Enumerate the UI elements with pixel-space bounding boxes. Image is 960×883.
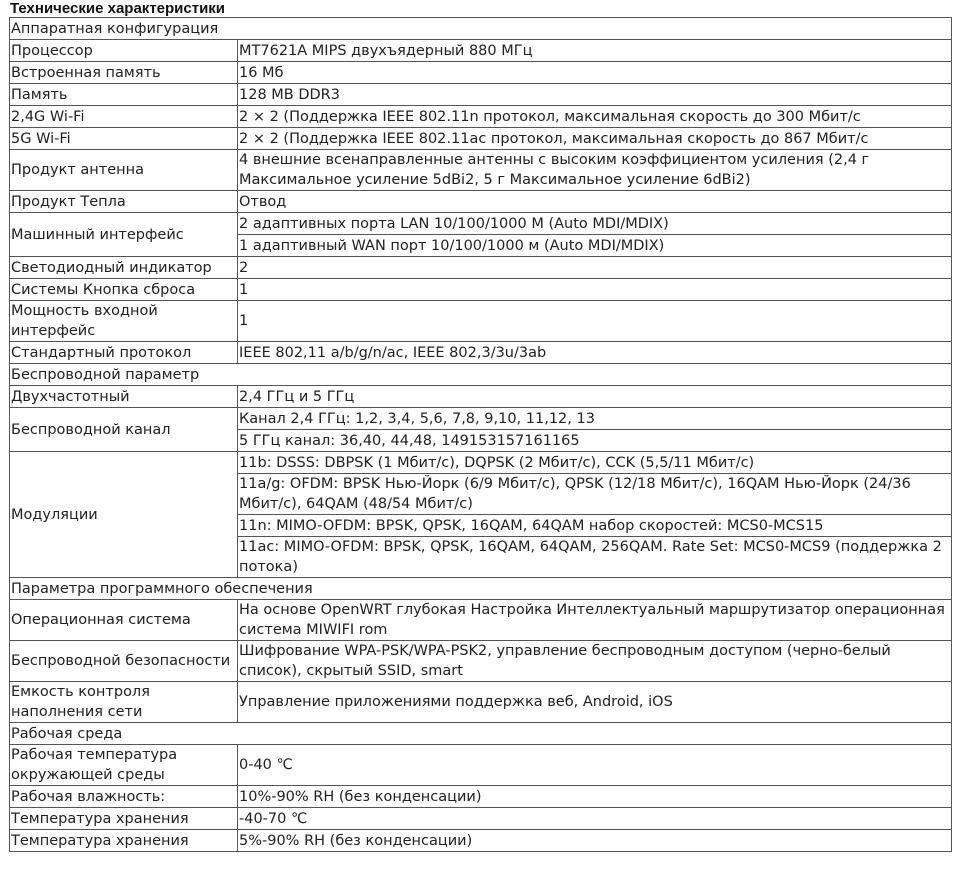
table-row: [10, 40, 952, 62]
table-row: [10, 682, 952, 723]
table-row: [10, 830, 952, 852]
spec-label: Беспроводной безопасности: [10, 641, 238, 682]
table-row: [10, 301, 952, 342]
spec-value: 0-40 ℃: [238, 745, 952, 786]
table-row: [10, 786, 952, 808]
spec-value: 10%-90% RH (без конденсации): [238, 786, 952, 808]
spec-value: Канал 2,4 ГГц: 1,2, 3,4, 5,6, 7,8, 9,10, 11,12, 13: [238, 408, 952, 430]
spec-label: Рабочая влажность:: [10, 786, 238, 808]
table-row: [10, 213, 952, 235]
table-row: [10, 745, 952, 786]
table-row: [10, 808, 952, 830]
section-heading: Рабочая среда: [10, 723, 952, 745]
spec-label: Встроенная память: [10, 62, 238, 84]
spec-label: 2,4G Wi-Fi: [10, 106, 238, 128]
spec-table: [9, 17, 952, 852]
section-heading: Беспроводной параметр: [10, 364, 952, 386]
spec-value: 2 адаптивных порта LAN 10/100/1000 М (Auto MDI/MDIX): [238, 213, 952, 235]
spec-label: Модуляции: [10, 452, 238, 578]
table-row: [10, 600, 952, 641]
section-row: [10, 723, 952, 745]
spec-value: IEEE 802,11 a/b/g/n/ac, IEEE 802,3/3u/3ab: [238, 342, 952, 364]
spec-value: 11b: DSSS: DBPSK (1 Мбит/с), DQPSK (2 Мбит/с), CCK (5,5/11 Мбит/с): [238, 452, 952, 474]
spec-label: 5G Wi-Fi: [10, 128, 238, 150]
page-title: Технические характеристики: [10, 0, 226, 17]
spec-value: 11a/g: OFDM: BPSK Нью-Йорк (6/9 Мбит/с), QPSK (12/18 Мбит/с), 16QAM Нью-Йорк (24/36 Мбит/с), 64QAM (48/54 Мбит/с): [238, 474, 952, 515]
spec-label: Беспроводной канал: [10, 408, 238, 452]
section-heading: Параметра программного обеспечения: [10, 578, 952, 600]
table-row: [10, 191, 952, 213]
spec-value: 1: [238, 301, 952, 342]
spec-label: Память: [10, 84, 238, 106]
spec-label: Рабочая температура окружающей среды: [10, 745, 238, 786]
spec-label: Стандартный протокол: [10, 342, 238, 364]
spec-value: Управление приложениями поддержка веб, Android, iOS: [238, 682, 952, 723]
spec-value: Шифрование WPA-PSK/WPA-PSK2, управление беспроводным доступом (черно-белый список), скрытый SSID, smart: [238, 641, 952, 682]
spec-label: Светодиодный индикатор: [10, 257, 238, 279]
spec-value: 2: [238, 257, 952, 279]
spec-label: Машинный интерфейс: [10, 213, 238, 257]
spec-value: 4 внешние всенаправленные антенны с высоким коэффициентом усиления (2,4 г Максимальное усиление 5dBi2, 5 г Максимальное усиление 6dBi2): [238, 150, 952, 191]
spec-value: Отвод: [238, 191, 952, 213]
spec-value: 128 MB DDR3: [238, 84, 952, 106]
table-row: [10, 128, 952, 150]
spec-label: Системы Кнопка сброса: [10, 279, 238, 301]
table-row: [10, 84, 952, 106]
spec-label: Емкость контроля наполнения сети: [10, 682, 238, 723]
table-row: [10, 342, 952, 364]
spec-label: Двухчастотный: [10, 386, 238, 408]
spec-label: Процессор: [10, 40, 238, 62]
spec-value: 2 × 2 (Поддержка IEEE 802.11ac протокол, максимальная скорость до 867 Мбит/с: [238, 128, 952, 150]
table-row: [10, 150, 952, 191]
spec-label: Продукт антенна: [10, 150, 238, 191]
spec-value: 1 адаптивный WAN порт 10/100/1000 м (Auto MDI/MDIX): [238, 235, 952, 257]
spec-value: 16 Мб: [238, 62, 952, 84]
spec-value: 5 ГГц канал: 36,40, 44,48, 149153157161165: [238, 430, 952, 452]
spec-value: 2 × 2 (Поддержка IEEE 802.11n протокол, максимальная скорость до 300 Мбит/с: [238, 106, 952, 128]
section-row: [10, 578, 952, 600]
table-row: [10, 386, 952, 408]
spec-value: 11ac: MIMO-OFDM: BPSK, QPSK, 16QAM, 64QAM, 256QAM. Rate Set: MCS0-MCS9 (поддержка 2 потока): [238, 537, 952, 578]
spec-value: MT7621A MIPS двухъядерный 880 МГц: [238, 40, 952, 62]
spec-label: Продукт Тепла: [10, 191, 238, 213]
table-row: [10, 641, 952, 682]
table-row: [10, 106, 952, 128]
spec-value: 5%-90% RH (без конденсации): [238, 830, 952, 852]
table-row: [10, 279, 952, 301]
spec-value: 2,4 ГГц и 5 ГГц: [238, 386, 952, 408]
section-heading: Аппаратная конфигурация: [10, 18, 952, 40]
spec-value: -40-70 ℃: [238, 808, 952, 830]
table-row: [10, 62, 952, 84]
spec-label: Операционная система: [10, 600, 238, 641]
table-row: [10, 257, 952, 279]
spec-value: 1: [238, 279, 952, 301]
table-row: [10, 408, 952, 430]
section-row: [10, 364, 952, 386]
spec-value: 11n: MIMO-OFDM: BPSK, QPSK, 16QAM, 64QAM набор скоростей: MCS0-MCS15: [238, 515, 952, 537]
spec-label: Температура хранения: [10, 808, 238, 830]
spec-label: Мощность входной интерфейс: [10, 301, 238, 342]
spec-label: Температура хранения: [10, 830, 238, 852]
section-row: [10, 18, 952, 40]
spec-value: На основе OpenWRT глубокая Настройка Интеллектуальный маршрутизатор операционная система MIWIFI rom: [238, 600, 952, 641]
table-row: [10, 452, 952, 474]
